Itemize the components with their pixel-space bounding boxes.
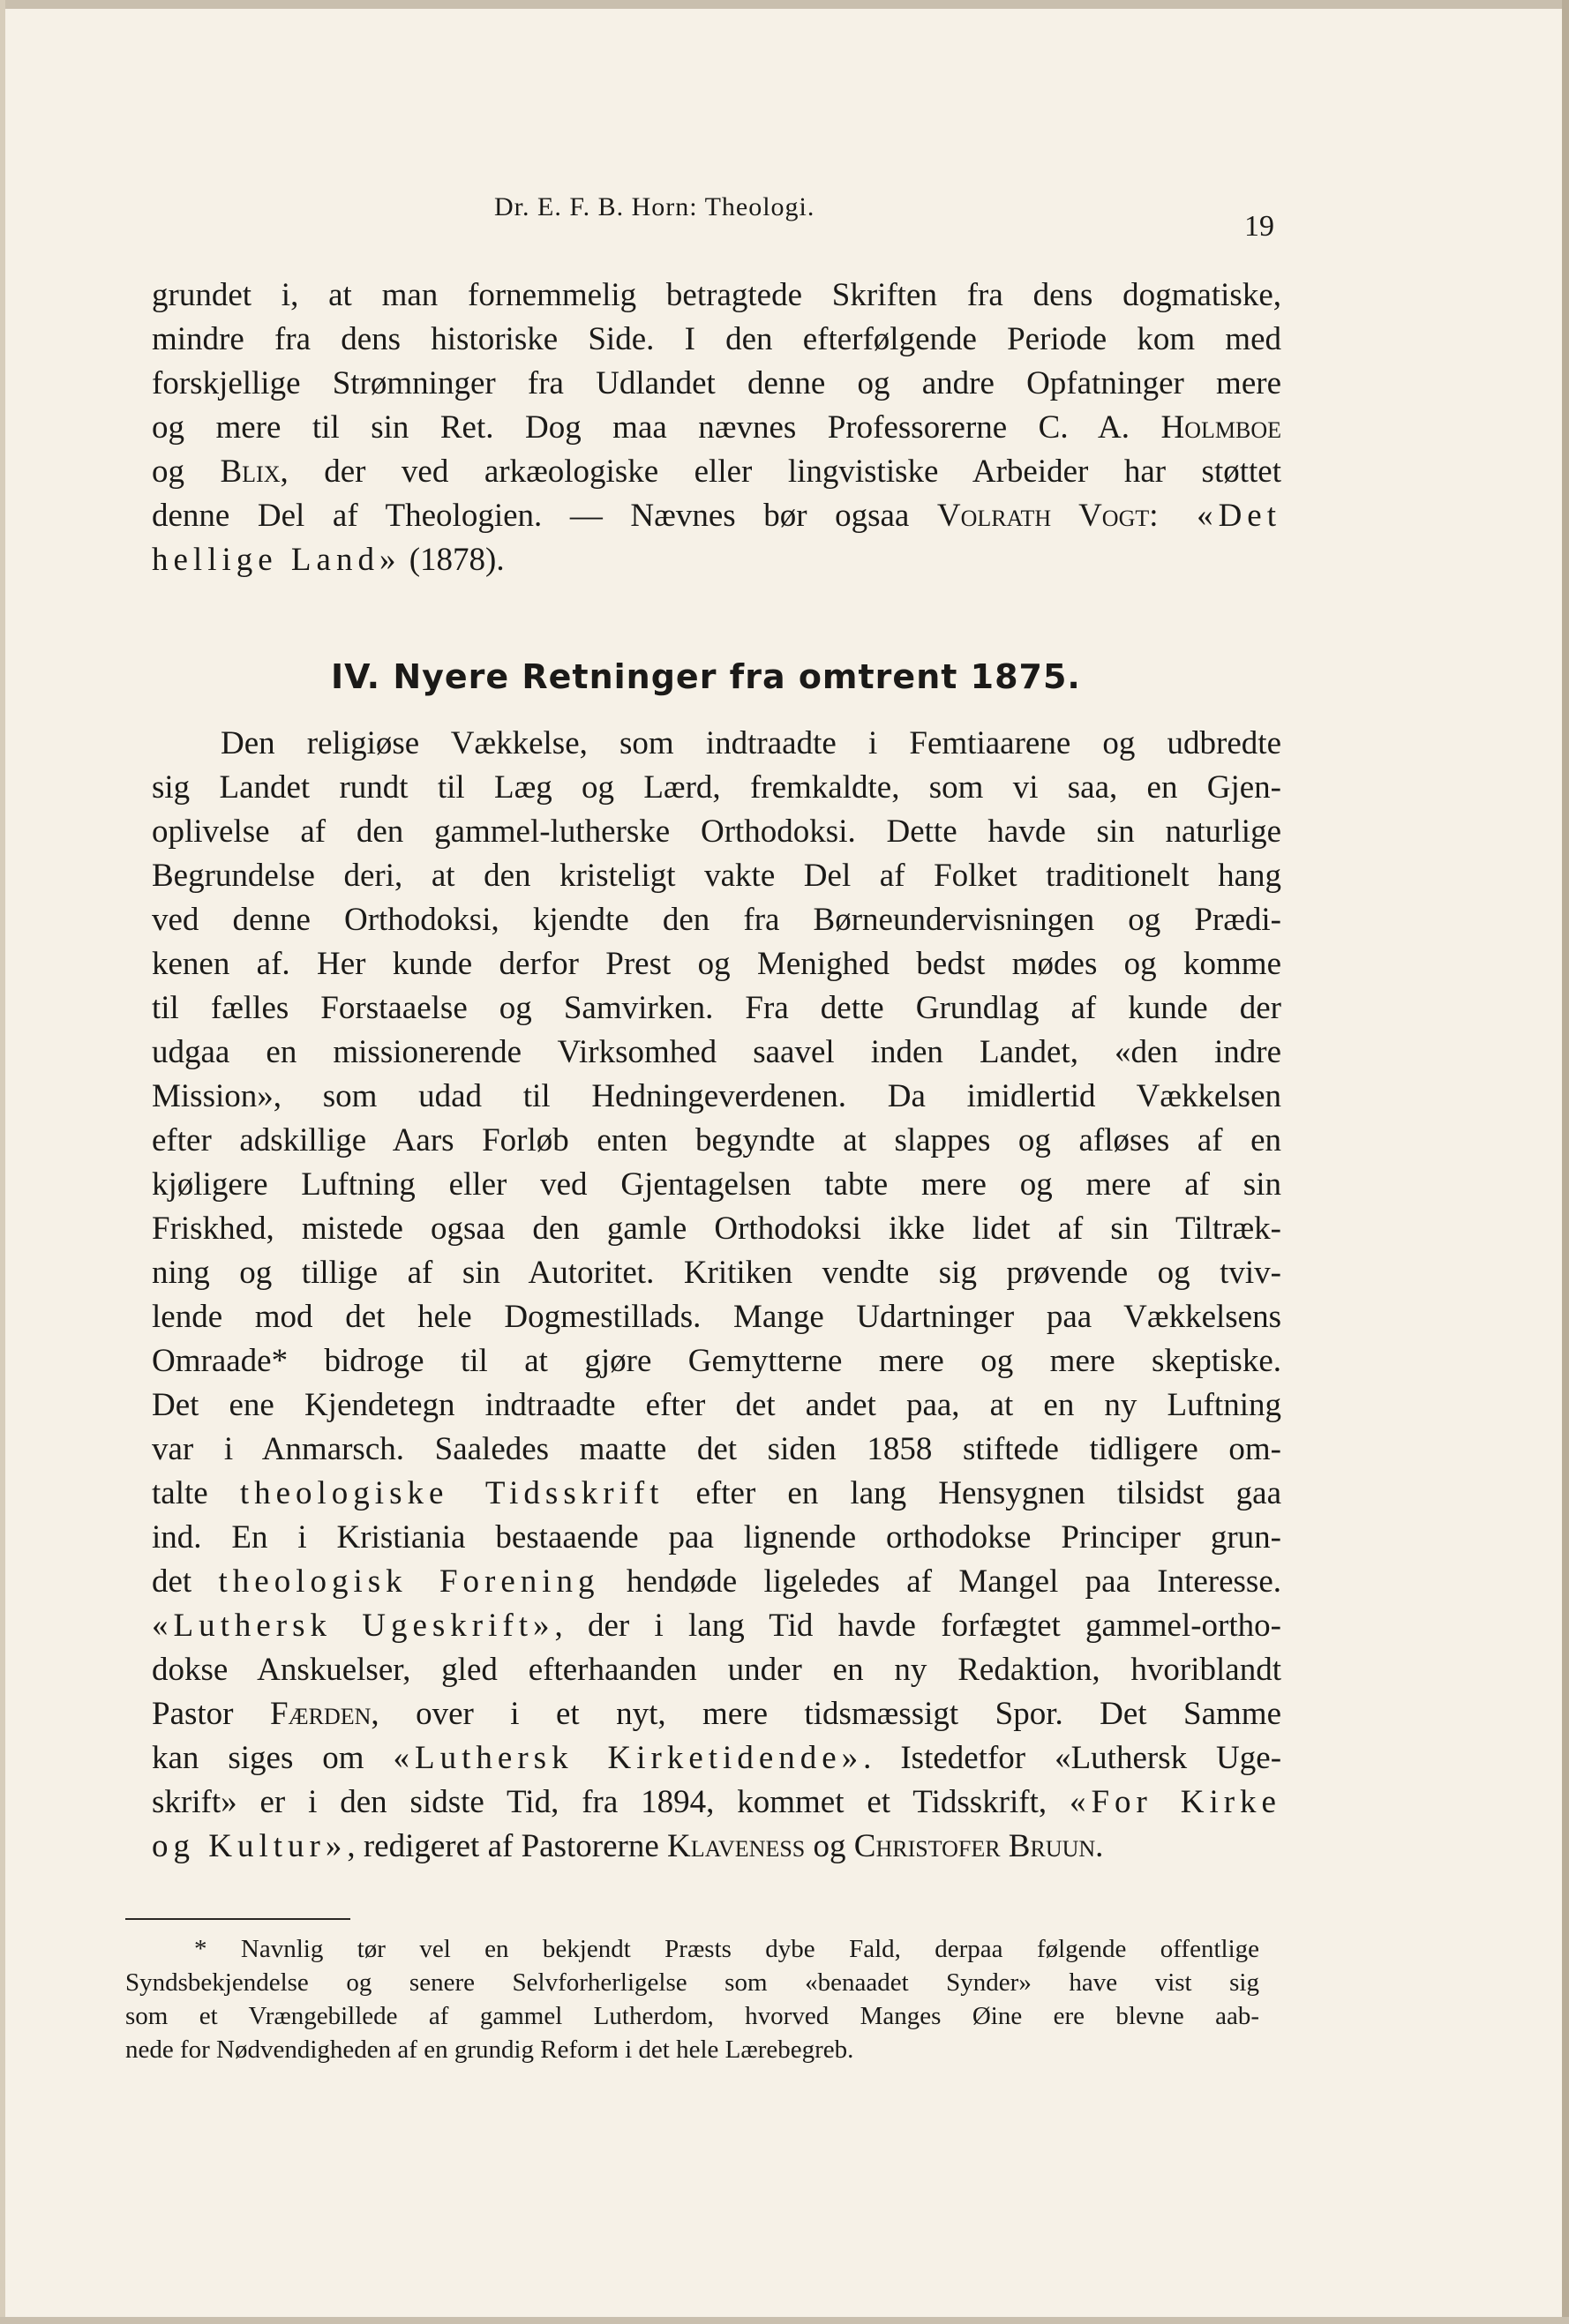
text-run: . (1095, 1828, 1104, 1864)
journal-title: theologiske Tidsskrift (239, 1475, 664, 1511)
text-run: og (152, 454, 221, 490)
text-line: mindre fra dens historiske Side. I den efterfølgende Periode kom med (152, 321, 1281, 357)
text-line (152, 406, 1281, 450)
text-run: , redigeret af Pastorerne (347, 1828, 667, 1864)
book-title: hellige Land» (152, 542, 402, 578)
text-line: forskjellige Strømninger fra Udlandet denne og andre Opfatninger mere (152, 365, 1281, 401)
name-faerden: Færden (269, 1696, 372, 1732)
text-line: Det ene Kjendetegn indtraadte efter det andet paa, at en ny Luftning (152, 1387, 1281, 1423)
running-head: Dr. E. F. B. Horn: Theologi. (494, 192, 815, 221)
text-line: kenen af. Her kunde derfor Prest og Menighed bedst mødes og komme (152, 946, 1281, 982)
text-line (152, 1560, 1281, 1604)
footnote-line: nede for Nødvendigheden af en grundig Reform i det hele Lærebegreb. (125, 2035, 854, 2064)
text-line: efter adskillige Aars Forløb enten begyndte at slappes og afløses af en (152, 1122, 1281, 1158)
name-holmboe: Holmboe (1160, 409, 1281, 446)
text-run: denne Del af Theologien. — Nævnes bør ogsaa (152, 498, 937, 534)
text-run: talte (152, 1475, 240, 1511)
text-line: lende mod det hele Dogmestillads. Mange Udartninger paa Vækkelsens (152, 1299, 1281, 1335)
text-line (152, 494, 1281, 538)
society-name: theologisk Forening (218, 1563, 600, 1600)
text-line: Friskhed, mistede ogsaa den gamle Orthodoksi ikke lidet af sin Tiltræk- (152, 1211, 1281, 1247)
page-edge-bottom (0, 2317, 1569, 2324)
footnote-line: Syndsbekjendelse og senere Selvforherligelse som «benaadet Synder» have vist sig (125, 1968, 1259, 1997)
footnote-line: som et Vrængebillede af gammel Lutherdom, hvorved Manges Øine ere blevne aab- (125, 2002, 1259, 2030)
text-run: det (152, 1563, 219, 1600)
text-run: og (805, 1828, 854, 1864)
text-run: hendøde ligeledes af Mangel paa Interesse. (599, 1563, 1282, 1600)
journal-title: og Kultur» (152, 1828, 348, 1864)
text-run: (1878). (401, 542, 505, 578)
page-edge-left (0, 0, 5, 2324)
text-line (152, 1780, 1281, 1825)
name-klaveness: Klaveness (667, 1828, 806, 1864)
section-heading: IV. Nyere Retninger fra omtrent 1875. (331, 657, 1081, 696)
text-line: ind. En i Kristiania bestaaende paa lignende orthodokse Principer grun- (152, 1519, 1281, 1556)
text-line: til fælles Forstaaelse og Samvirken. Fra dette Grundlag af kunde der (152, 990, 1281, 1026)
text-line: Begrundelse deri, at den kristeligt vakte Del af Folket traditionelt hang (152, 858, 1281, 894)
text-line: Den religiøse Vækkelse, som indtraadte i Femtiaarene og udbredte (221, 725, 1281, 761)
text-run: . Istedetfor «Luthersk Uge- (863, 1740, 1282, 1776)
text-line: var i Anmarsch. Saaledes maatte det siden 1858 stiftede tidligere om- (152, 1431, 1281, 1467)
text-line: ved denne Orthodoksi, kjendte den fra Børneundervisningen og Prædi- (152, 902, 1281, 938)
text-line: kjøligere Luftning eller ved Gjentagelsen tabte mere og mere af sin (152, 1166, 1281, 1203)
name-christofer-bruun: Christofer Bruun (853, 1828, 1096, 1864)
text-line: ning og tillige af sin Autoritet. Kritiken vendte sig prøvende og tviv- (152, 1255, 1281, 1291)
main-paragraph (152, 722, 1281, 1869)
page-number: 19 (1244, 210, 1274, 243)
text-line: sig Landet rundt til Læg og Lærd, fremkaldte, som vi saa, en Gjen- (152, 769, 1281, 806)
text-line (152, 450, 1281, 494)
text-run: Pastor (152, 1696, 270, 1732)
text-run: , der ved arkæologiske eller lingvistiske Arbeider har støttet (280, 454, 1281, 490)
text-line: Mission», som udad til Hedningeverdenen. Da imidlertid Vækkelsen (152, 1078, 1281, 1114)
text-line: udgaa en missionerende Virksomhed saavel inden Landet, «den indre (152, 1034, 1281, 1070)
footnote-line: * Navnlig tør vel en bekjendt Præsts dybe Fald, derpaa følgende offentlige (194, 1935, 1259, 1963)
name-blix: Blix (220, 454, 281, 490)
text-line: dokse Anskuelser, gled efterhaanden under en ny Redaktion, hvoriblandt (152, 1652, 1281, 1688)
text-run: kan siges om (152, 1740, 394, 1776)
text-run: og mere til sin Ret. Dog maa nævnes Professorerne C. A. (152, 409, 1161, 446)
text-run: , der i lang Tid havde forfægtet gammel-ortho- (554, 1608, 1281, 1644)
text-line (152, 1825, 1281, 1869)
intro-paragraph (152, 274, 1281, 582)
name-volrath-vogt: Volrath Vogt (936, 498, 1150, 534)
page-edge-right (1562, 0, 1569, 2324)
text-run: : «Det (1149, 498, 1282, 534)
text-line: Omraade* bidroge til at gjøre Gemytterne mere og mere skeptiske. (152, 1343, 1281, 1379)
text-line: grundet i, at man fornemmelig betragtede Skriften fra dens dogmatiske, (152, 277, 1281, 313)
text-line (152, 1692, 1281, 1736)
journal-title: «Luthersk Kirketidende» (393, 1740, 864, 1776)
text-line (152, 1604, 1281, 1648)
footnote-rule (125, 1918, 350, 1920)
text-line (152, 1736, 1281, 1780)
text-line (152, 538, 1281, 582)
text-line: oplivelse af den gammel-lutherske Orthodoksi. Dette havde sin naturlige (152, 813, 1281, 850)
text-line (152, 1472, 1281, 1516)
page-edge-top (0, 0, 1569, 9)
journal-title: «For Kirke (1069, 1784, 1281, 1820)
journal-title: «Luthersk Ugeskrift» (152, 1608, 555, 1644)
text-run: skrift» er i den sidste Tid, fra 1894, kommet et Tidsskrift, (152, 1784, 1070, 1820)
text-run: efter en lang Hensygnen tilsidst gaa (664, 1475, 1281, 1511)
text-run: , over i et nyt, mere tidsmæssigt Spor. Det Samme (371, 1696, 1281, 1732)
footnote (125, 1932, 1259, 2066)
